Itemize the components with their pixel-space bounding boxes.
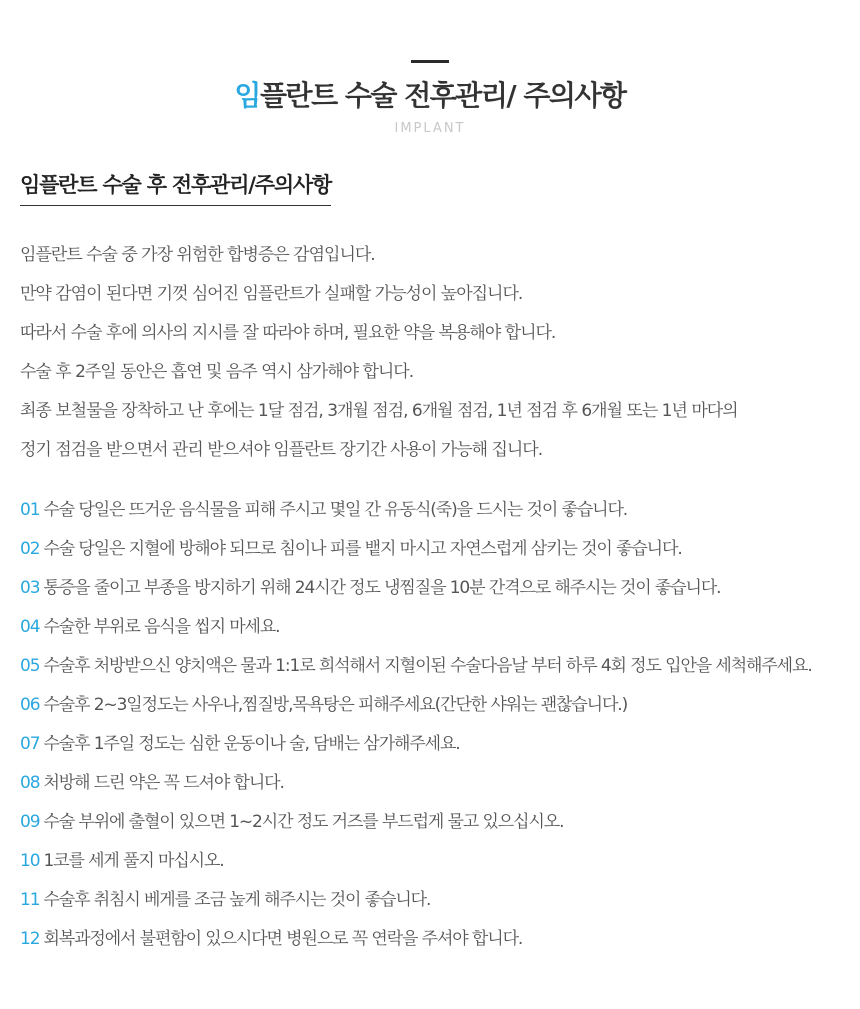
intro-line: 따라서 수술 후에 의사의 지시를 잘 따라야 하며, 필요한 약을 복용해야 합니다.	[20, 323, 556, 343]
intro-line: 정기 점검을 받으면서 관리 받으셔야 임플란트 장기간 사용이 가능해 집니다.	[20, 440, 543, 460]
list-item	[20, 608, 850, 647]
item-text: 수술 당일은 지혈에 방해야 되므로 침이나 피를 뱉지 마시고 자연스럽게 삼키는 것이 좋습니다.	[43, 539, 682, 559]
item-number: 12	[20, 929, 40, 949]
item-text: 수술후 2~3일정도는 사우나,찜질방,목욕탕은 피해주세요(간단한 샤워는 괜찮습니다.)	[43, 695, 628, 715]
item-number: 03	[20, 578, 40, 598]
item-text: 처방해 드린 약은 꼭 드셔야 합니다.	[43, 773, 284, 793]
intro-paragraphs	[20, 236, 850, 470]
item-number: 09	[20, 812, 40, 832]
item-text: 통증을 줄이고 부종을 방지하기 위해 24시간 정도 냉찜질을 10분 간격으로 해주시는 것이 좋습니다.	[43, 578, 721, 598]
list-item	[20, 530, 850, 569]
item-number: 07	[20, 734, 40, 754]
item-text: 수술후 처방받으신 양치액은 물과 1:1로 희석해서 지혈이된 수술다음날 부터 하루 4회 정도 입안을 세척해주세요.	[43, 656, 812, 676]
list-item	[20, 647, 850, 686]
item-number: 11	[20, 890, 40, 910]
item-text: 수술후 취침시 베게를 조금 높게 해주시는 것이 좋습니다.	[43, 890, 431, 910]
item-text: 수술 당일은 뜨거운 음식물을 피해 주시고 몇일 간 유동식(죽)을 드시는 것이 좋습니다.	[43, 500, 628, 520]
page-title-accent: 임	[234, 79, 260, 112]
item-text: 1코를 세게 풀지 마십시오.	[43, 851, 224, 871]
intro-line: 임플란트 수술 중 가장 위험한 합병증은 감염입니다.	[20, 245, 375, 265]
item-text: 회복과정에서 불편함이 있으시다면 병원으로 꼭 연락을 주셔야 합니다.	[43, 929, 523, 949]
item-number: 02	[20, 539, 40, 559]
list-item	[20, 881, 850, 920]
list-item	[20, 842, 850, 881]
item-text: 수술한 부위로 음식을 씹지 마세요.	[43, 617, 280, 637]
item-number: 05	[20, 656, 40, 676]
title-divider	[411, 60, 449, 63]
item-number: 10	[20, 851, 40, 871]
page-subtitle: IMPLANT	[394, 121, 466, 136]
item-text: 수술후 1주일 정도는 심한 운동이나 술, 담배는 삼가해주세요.	[43, 734, 460, 754]
intro-line: 수술 후 2주일 동안은 흡연 및 음주 역시 삼가해야 합니다.	[20, 362, 414, 382]
section-heading: 임플란트 수술 후 전후관리/주의사항	[20, 170, 331, 206]
page-title-rest: 플란트 수술 전후관리/ 주의사항	[259, 79, 626, 112]
item-number: 06	[20, 695, 40, 715]
list-item	[20, 803, 850, 842]
list-item	[20, 569, 850, 608]
item-number: 01	[20, 500, 40, 520]
item-text: 수술 부위에 출혈이 있으면 1~2시간 정도 거즈를 부드럽게 물고 있으십시오.	[43, 812, 564, 832]
list-item	[20, 725, 850, 764]
page-title	[0, 78, 860, 114]
item-number: 08	[20, 773, 40, 793]
care-tips-list	[20, 491, 850, 959]
list-item	[20, 764, 850, 803]
intro-line: 최종 보철물을 장착하고 난 후에는 1달 점검, 3개월 점검, 6개월 점검, 1년 점검 후 6개월 또는 1년 마다의	[20, 401, 738, 421]
intro-line: 만약 감염이 된다면 기껏 심어진 임플란트가 실패할 가능성이 높아집니다.	[20, 284, 523, 304]
list-item	[20, 686, 850, 725]
list-item	[20, 920, 850, 959]
list-item	[20, 491, 850, 530]
item-number: 04	[20, 617, 40, 637]
